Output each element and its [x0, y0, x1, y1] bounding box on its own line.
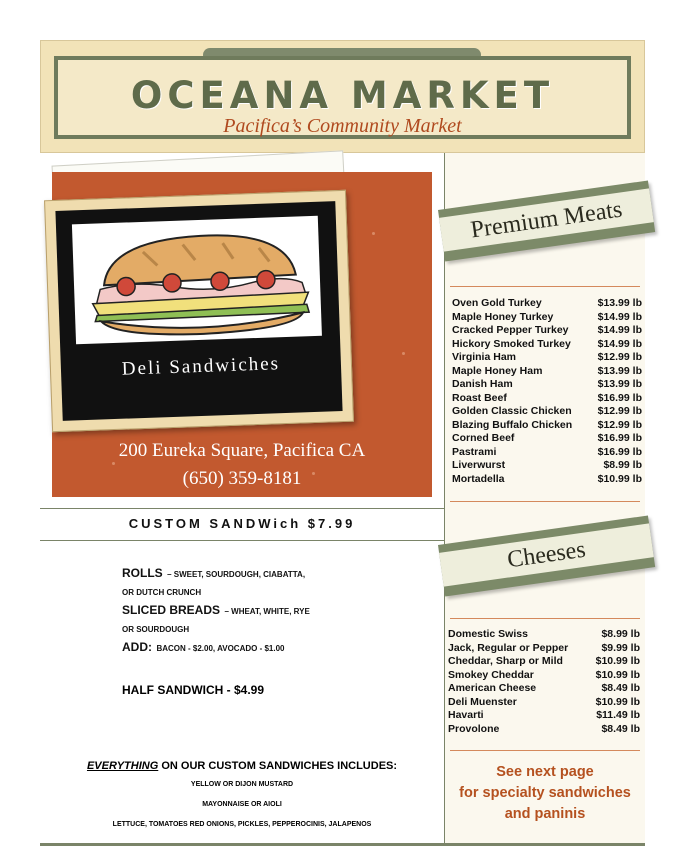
orange-rule — [450, 286, 640, 287]
price-row — [448, 655, 640, 669]
add-detail: BACON - $2.00, AVOCADO - $1.00 — [156, 644, 285, 653]
store-title: OCEANA MARKET — [130, 74, 555, 117]
orange-rule — [450, 618, 640, 619]
item-price: $12.99 lb — [597, 351, 642, 363]
cheeses-title: Cheeses — [439, 523, 654, 586]
price-row — [452, 378, 642, 392]
item-price: $12.99 lb — [597, 418, 642, 431]
breads-option — [122, 601, 310, 637]
menu-page — [40, 40, 645, 846]
item-price: $10.99 lb — [597, 472, 642, 485]
see-next-page-note — [445, 762, 645, 825]
item-price: $13.99 lb — [597, 378, 642, 390]
note-line-2: for specialty sandwiches — [459, 785, 631, 801]
half-sandwich-price: HALF SANDWICH - $4.99 — [122, 683, 265, 697]
price-row — [452, 432, 642, 446]
texture-speck — [112, 462, 115, 465]
item-name: Cheddar, Sharp or Mild — [448, 655, 563, 667]
orange-rule — [450, 750, 640, 751]
include-item: YELLOW OR DIJON MUSTARD — [190, 781, 294, 788]
add-option — [122, 638, 285, 656]
price-row — [452, 297, 642, 311]
texture-speck — [372, 232, 375, 235]
store-address: 200 Eureka Square, Pacifica CA — [118, 440, 366, 461]
item-price: $11.49 lb — [596, 709, 640, 721]
includes-emphasis: EVERYTHING — [86, 760, 159, 772]
header — [40, 40, 645, 153]
item-name: Pastrami — [452, 445, 497, 458]
includes-heading-rest: ON OUR CUSTOM SANDWICHES INCLUDES: — [158, 760, 398, 772]
chalkboard — [55, 201, 342, 421]
item-price: $8.99 lb — [601, 628, 640, 640]
add-head: ADD: — [122, 640, 152, 654]
item-name: Roast Beef — [452, 391, 507, 404]
item-name: American Cheese — [448, 682, 537, 694]
item-price: $10.99 lb — [595, 695, 640, 708]
price-row — [448, 642, 640, 656]
sign-caption: Deli Sandwiches — [121, 353, 281, 380]
price-row — [452, 365, 642, 379]
meats-list — [452, 297, 642, 486]
rolls-head: ROLLS — [122, 566, 163, 580]
custom-sandwich-title: CUSTOM SANDWich $7.99 — [128, 516, 356, 531]
price-row — [452, 446, 642, 460]
store-subtitle: Pacifica’s Community Market — [223, 115, 462, 137]
item-price: $8.49 lb — [601, 722, 640, 735]
breads-head: SLICED BREADS — [122, 603, 221, 617]
item-name: Havarti — [448, 709, 484, 721]
breads-detail-2: OR SOURDOUGH — [122, 625, 190, 634]
price-row — [448, 696, 640, 710]
item-price: $16.99 lb — [597, 445, 642, 458]
price-row — [452, 311, 642, 325]
section-rule — [40, 508, 444, 509]
deli-sign-board — [44, 190, 354, 432]
header-panel — [54, 56, 631, 139]
item-name: Liverwurst — [452, 459, 506, 471]
item-name: Maple Honey Ham — [452, 364, 543, 377]
breads-detail: – WHEAT, WHITE, RYE — [224, 607, 310, 616]
store-phone: (650) 359-8181 — [182, 468, 302, 489]
item-price: $8.99 lb — [603, 459, 642, 471]
orange-rule — [450, 501, 640, 502]
cheeses-list — [448, 628, 640, 736]
item-name: Oven Gold Turkey — [452, 297, 542, 309]
item-name: Jack, Regular or Pepper — [448, 641, 569, 654]
sandwich-illustration-panel — [72, 216, 322, 345]
item-name: Maple Honey Turkey — [452, 310, 554, 323]
premium-meats-title: Premium Meats — [439, 188, 654, 251]
item-name: Blazing Buffalo Chicken — [452, 418, 573, 431]
price-row — [448, 709, 640, 723]
item-name: Smokey Cheddar — [448, 668, 534, 681]
price-row — [448, 669, 640, 683]
item-name: Golden Classic Chicken — [452, 405, 572, 417]
price-row — [452, 459, 642, 473]
price-row — [452, 324, 642, 338]
rolls-option — [122, 564, 305, 600]
includes-heading — [40, 760, 444, 772]
item-price: $16.99 lb — [597, 391, 642, 404]
item-price: $14.99 lb — [597, 310, 642, 323]
price-row — [448, 628, 640, 642]
item-name: Cracked Pepper Turkey — [452, 324, 569, 336]
price-row — [452, 419, 642, 433]
item-price: $14.99 lb — [597, 337, 642, 350]
price-row — [452, 392, 642, 406]
item-name: Danish Ham — [452, 378, 513, 390]
item-name: Hickory Smoked Turkey — [452, 337, 571, 350]
item-price: $10.99 lb — [595, 668, 640, 681]
bottom-border — [40, 843, 645, 846]
item-name: Virginia Ham — [452, 351, 516, 363]
item-price: $12.99 lb — [597, 405, 642, 417]
item-price: $13.99 lb — [597, 297, 642, 309]
item-price: $9.99 lb — [601, 641, 640, 654]
item-name: Deli Muenster — [448, 695, 517, 708]
item-price: $14.99 lb — [597, 324, 642, 336]
include-item: LETTUCE, TOMATOES RED ONIONS, PICKLES, PEPPEROCINIS, JALAPENOS — [112, 821, 372, 828]
price-row — [452, 338, 642, 352]
price-row — [448, 682, 640, 696]
item-price: $8.49 lb — [601, 682, 640, 694]
include-item: MAYONNAISE OR AIOLI — [202, 801, 282, 808]
rolls-detail-2: OR DUTCH CRUNCH — [122, 588, 202, 597]
item-price: $10.99 lb — [595, 655, 640, 667]
item-price: $13.99 lb — [597, 364, 642, 377]
item-name: Mortadella — [452, 472, 505, 485]
sandwich-illustration — [72, 216, 322, 345]
price-row — [452, 473, 642, 487]
note-line-1: See next page — [496, 764, 594, 780]
section-rule — [40, 540, 444, 541]
item-name: Provolone — [448, 722, 500, 735]
price-row — [452, 405, 642, 419]
item-name: Domestic Swiss — [448, 628, 528, 640]
note-line-3: and paninis — [504, 806, 586, 822]
price-row — [448, 723, 640, 737]
item-name: Corned Beef — [452, 432, 515, 444]
price-row — [452, 351, 642, 365]
rolls-detail: – SWEET, SOURDOUGH, CIABATTA, — [167, 570, 306, 579]
texture-speck — [402, 352, 405, 355]
item-price: $16.99 lb — [597, 432, 642, 444]
